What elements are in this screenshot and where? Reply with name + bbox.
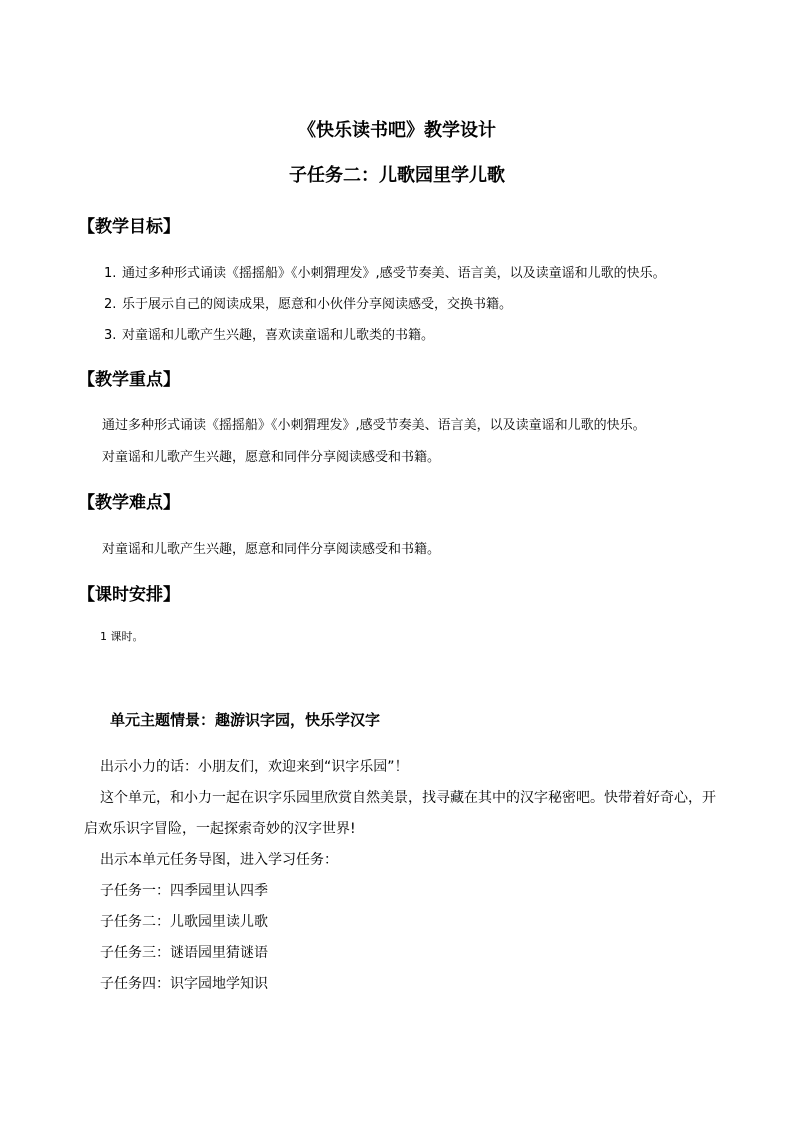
subtask-line: 子任务二：儿歌园里读儿歌 <box>100 914 268 930</box>
schedule-line: 1 课时。 <box>100 630 144 643</box>
goals-heading: 【教学目标】 <box>78 217 180 237</box>
goal-number: 2. <box>104 297 117 312</box>
key-points-heading: 【教学重点】 <box>78 370 180 390</box>
goal-text: 通过多种形式诵读《摇摇船》《小刺猬理发》,感受节奏美、语言美，以及读童谣和儿歌的快乐。 <box>122 266 666 281</box>
key-point-line: 对童谣和儿歌产生兴趣，愿意和同伴分享阅读感受和书籍。 <box>102 450 441 465</box>
subtask-line: 子任务三：谜语园里猜谜语 <box>100 945 268 961</box>
goal-text: 对童谣和儿歌产生兴趣，喜欢读童谣和儿歌类的书籍。 <box>122 328 435 343</box>
difficulty-line: 对童谣和儿歌产生兴趣，愿意和同伴分享阅读感受和书籍。 <box>102 542 441 557</box>
key-point-line: 通过多种形式诵读《摇摇船》《小刺猬理发》,感受节奏美、语言美，以及读童谣和儿歌的快乐。 <box>102 418 646 433</box>
unit-paragraph: 出示本单元任务导图，进入学习任务： <box>100 852 338 868</box>
difficulties-heading: 【教学难点】 <box>78 493 180 513</box>
subtask-line: 子任务一：四季园里认四季 <box>100 883 268 899</box>
unit-theme: 单元主题情景：趣游识字园，快乐学汉字 <box>110 711 381 729</box>
unit-paragraph: 出示小力的话：小朋友们，欢迎来到“识字乐园”！ <box>100 759 409 775</box>
goal-number: 1. <box>104 266 117 281</box>
schedule-heading: 【课时安排】 <box>78 585 180 605</box>
unit-paragraph: 这个单元，和小力一起在识字乐园里欣赏自然美景，找寻藏在其中的汉字秘密吧。快带着好奇心，开 <box>100 790 716 806</box>
document-subtitle: 子任务二：儿歌园里学儿歌 <box>289 165 505 186</box>
document-title: 《快乐读书吧》教学设计 <box>298 120 496 141</box>
goal-number: 3. <box>104 328 117 343</box>
goal-item <box>104 262 666 281</box>
goal-item <box>104 324 434 343</box>
goal-item <box>104 293 512 312</box>
unit-paragraph: 启欢乐识字冒险，一起探索奇妙的汉字世界! <box>84 821 356 837</box>
subtask-line: 子任务四：识字园地学知识 <box>100 976 268 992</box>
goal-text: 乐于展示自己的阅读成果，愿意和小伙伴分享阅读感受，交换书籍。 <box>122 297 513 312</box>
